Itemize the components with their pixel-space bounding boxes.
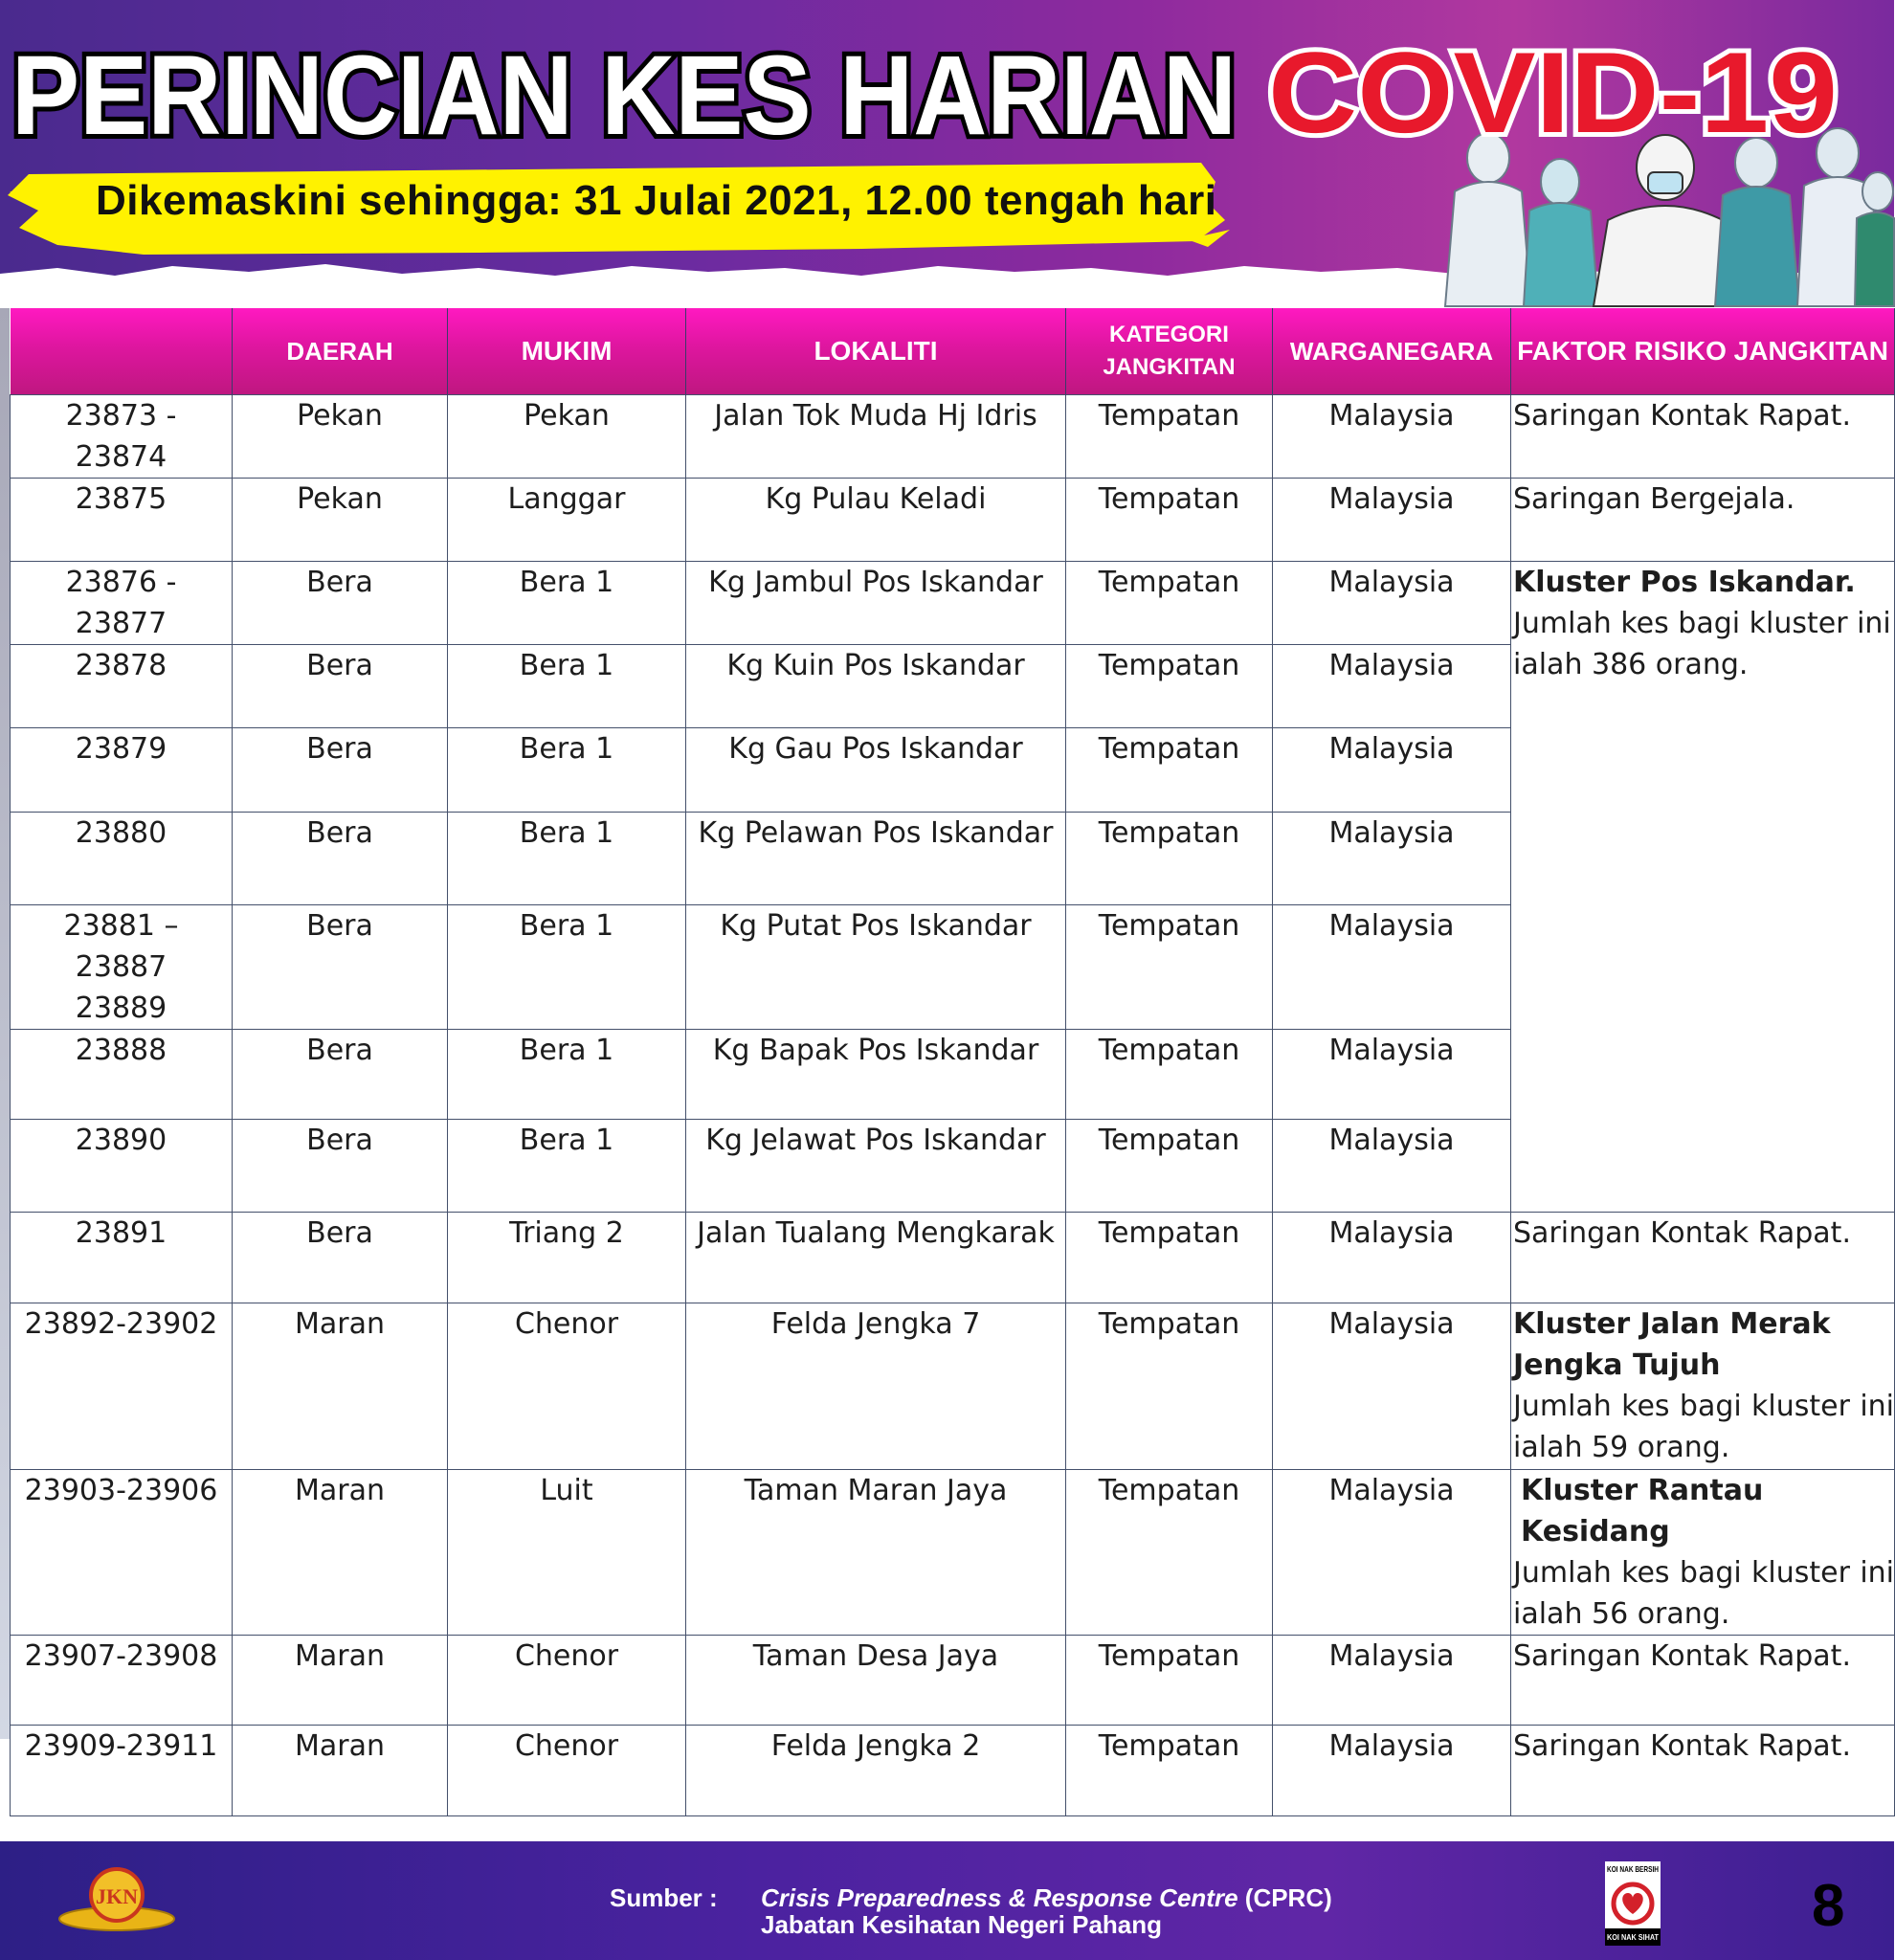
cell-kategori: Tempatan	[1066, 1726, 1273, 1816]
cell-risk: Saringan Kontak Rapat.	[1511, 1726, 1895, 1816]
col-warganegara: WARGANEGARA	[1273, 308, 1511, 395]
cell-lokaliti: Kg Jelawat Pos Iskandar	[686, 1120, 1066, 1213]
cell-mukim: Bera 1	[448, 728, 686, 813]
cell-daerah: Bera	[233, 562, 448, 645]
left-edge-strip	[0, 308, 10, 1739]
cell-kategori: Tempatan	[1066, 1470, 1273, 1636]
cell-mukim: Bera 1	[448, 562, 686, 645]
col-kategori: KATEGORI JANGKITAN	[1066, 308, 1273, 395]
cell-daerah: Bera	[233, 1030, 448, 1120]
title-main: PERINCIAN KES HARIAN	[11, 33, 1237, 159]
cell-mukim: Bera 1	[448, 645, 686, 728]
cell-daerah: Maran	[233, 1726, 448, 1816]
table-row	[11, 1726, 1895, 1816]
jkn-logo-text: JKN	[96, 1884, 138, 1908]
cell-daerah: Pekan	[233, 395, 448, 479]
table-row	[11, 479, 1895, 562]
cell-kes: 23907-23908	[11, 1636, 233, 1726]
cell-daerah: Bera	[233, 813, 448, 905]
cell-lokaliti: Kg Gau Pos Iskandar	[686, 728, 1066, 813]
cell-kategori: Tempatan	[1066, 905, 1273, 1030]
cell-warganegara: Malaysia	[1273, 905, 1511, 1030]
cell-kategori: Tempatan	[1066, 728, 1273, 813]
cell-kategori: Tempatan	[1066, 645, 1273, 728]
koi-logo-top: KOI NAK BERSIH	[1607, 1864, 1659, 1874]
cell-mukim: Bera 1	[448, 905, 686, 1030]
cell-kes: 23875	[11, 479, 233, 562]
koi-logo-bottom: KOI NAK SIHAT	[1607, 1932, 1660, 1942]
cell-kategori: Tempatan	[1066, 1303, 1273, 1470]
cell-daerah: Bera	[233, 1120, 448, 1213]
cell-risk: Saringan Kontak Rapat.	[1511, 1213, 1895, 1303]
cell-kes: 23903-23906	[11, 1470, 233, 1636]
cell-mukim: Luit	[448, 1470, 686, 1636]
cell-kategori: Tempatan	[1066, 813, 1273, 905]
cell-daerah: Bera	[233, 905, 448, 1030]
cell-risk: Saringan Kontak Rapat.	[1511, 1636, 1895, 1726]
cell-daerah: Bera	[233, 728, 448, 813]
cell-lokaliti: Kg Pulau Keladi	[686, 479, 1066, 562]
cell-warganegara: Malaysia	[1273, 562, 1511, 645]
cell-kes: 23888	[11, 1030, 233, 1120]
cell-kes: 23873 - 23874	[11, 395, 233, 479]
source-department: Jabatan Kesihatan Negeri Pahang	[761, 1910, 1163, 1939]
table-header-row	[11, 308, 1895, 395]
cell-risk: Saringan Kontak Rapat.	[1511, 395, 1895, 479]
cell-warganegara: Malaysia	[1273, 1636, 1511, 1726]
cell-kategori: Tempatan	[1066, 562, 1273, 645]
cell-lokaliti: Jalan Tok Muda Hj Idris	[686, 395, 1066, 479]
jkn-logo	[55, 1863, 179, 1935]
table-row	[11, 395, 1895, 479]
cell-risk-cluster	[1511, 562, 1895, 1213]
updated-date: Dikemaskini sehingga: 31 Julai 2021, 12.00 tengah hari	[96, 177, 1217, 224]
banner-title	[11, 21, 1284, 165]
col-faktor-risiko: FAKTOR RISIKO JANGKITAN	[1511, 308, 1895, 395]
cluster-total: Jumlah kes bagi kluster ini ialah 56 orang.	[1513, 1556, 1894, 1631]
source-label: Sumber :	[610, 1883, 718, 1912]
source-org-abbr: (CPRC)	[1244, 1883, 1332, 1912]
cell-daerah: Maran	[233, 1636, 448, 1726]
case-table	[10, 308, 1895, 1816]
cell-lokaliti: Taman Maran Jaya	[686, 1470, 1066, 1636]
cell-warganegara: Malaysia	[1273, 395, 1511, 479]
source-org	[761, 1883, 1332, 1913]
koi-nak-sihat-logo	[1605, 1861, 1661, 1946]
cell-kes: 23876 - 23877	[11, 562, 233, 645]
cell-warganegara: Malaysia	[1273, 1303, 1511, 1470]
table-row	[11, 562, 1895, 645]
cell-kategori: Tempatan	[1066, 1030, 1273, 1120]
cell-lokaliti: Kg Kuin Pos Iskandar	[686, 645, 1066, 728]
cell-mukim: Bera 1	[448, 1120, 686, 1213]
cell-daerah: Maran	[233, 1303, 448, 1470]
page-number: 8	[1812, 1873, 1845, 1939]
source-org-italic: Crisis Preparedness & Response Centre	[761, 1883, 1238, 1912]
cell-warganegara: Malaysia	[1273, 1120, 1511, 1213]
cell-kes: 23880	[11, 813, 233, 905]
cell-mukim: Chenor	[448, 1726, 686, 1816]
cell-risk: Saringan Bergejala.	[1511, 479, 1895, 562]
cell-kes: 23890	[11, 1120, 233, 1213]
cell-daerah: Bera	[233, 1213, 448, 1303]
cell-mukim: Chenor	[448, 1303, 686, 1470]
cell-lokaliti: Kg Bapak Pos Iskandar	[686, 1030, 1066, 1120]
cell-daerah: Maran	[233, 1470, 448, 1636]
table-row	[11, 1470, 1895, 1636]
title-covid-text: COVID-19	[1268, 29, 1838, 157]
cluster-name: Kluster Pos Iskandar.	[1513, 566, 1856, 599]
cluster-name: Kluster Jalan Merak Jengka Tujuh	[1513, 1307, 1831, 1382]
cell-mukim: Chenor	[448, 1636, 686, 1726]
cell-lokaliti: Kg Pelawan Pos Iskandar	[686, 813, 1066, 905]
cell-warganegara: Malaysia	[1273, 479, 1511, 562]
cell-mukim: Bera 1	[448, 813, 686, 905]
cell-lokaliti: Kg Putat Pos Iskandar	[686, 905, 1066, 1030]
cell-warganegara: Malaysia	[1273, 1726, 1511, 1816]
cell-lokaliti: Felda Jengka 7	[686, 1303, 1066, 1470]
cell-kes: 23879	[11, 728, 233, 813]
title-banner	[0, 0, 1894, 308]
cell-mukim: Triang 2	[448, 1213, 686, 1303]
cell-lokaliti: Felda Jengka 2	[686, 1726, 1066, 1816]
cell-lokaliti: Jalan Tualang Mengkarak	[686, 1213, 1066, 1303]
cell-daerah: Bera	[233, 645, 448, 728]
col-kes	[11, 308, 233, 395]
kes-extra: 23889	[75, 991, 167, 1025]
cell-warganegara: Malaysia	[1273, 1030, 1511, 1120]
title-covid	[1268, 27, 1842, 157]
cell-mukim: Pekan	[448, 395, 686, 479]
cell-mukim: Bera 1	[448, 1030, 686, 1120]
cell-warganegara: Malaysia	[1273, 1470, 1511, 1636]
cluster-total: Jumlah kes bagi kluster ini ialah 59 orang.	[1513, 1390, 1894, 1464]
kes-range: 23881 – 23887	[63, 909, 179, 984]
table-row	[11, 1636, 1895, 1726]
cell-kes: 23878	[11, 645, 233, 728]
col-mukim: MUKIM	[448, 308, 686, 395]
cell-lokaliti: Taman Desa Jaya	[686, 1636, 1066, 1726]
cluster-total: Jumlah kes bagi kluster ini ialah 386 orang.	[1513, 607, 1891, 681]
table-row	[11, 1303, 1895, 1470]
cell-warganegara: Malaysia	[1273, 813, 1511, 905]
cell-risk-cluster	[1511, 1303, 1895, 1470]
cell-risk-cluster	[1511, 1470, 1895, 1636]
cell-daerah: Pekan	[233, 479, 448, 562]
cell-kes: 23892-23902	[11, 1303, 233, 1470]
cell-warganegara: Malaysia	[1273, 645, 1511, 728]
cell-kategori: Tempatan	[1066, 395, 1273, 479]
col-lokaliti: LOKALITI	[686, 308, 1066, 395]
table-row	[11, 1213, 1895, 1303]
cell-kategori: Tempatan	[1066, 1213, 1273, 1303]
cell-lokaliti: Kg Jambul Pos Iskandar	[686, 562, 1066, 645]
cell-kategori: Tempatan	[1066, 1120, 1273, 1213]
cell-kes: 23891	[11, 1213, 233, 1303]
cell-kes	[11, 905, 233, 1030]
cell-kategori: Tempatan	[1066, 1636, 1273, 1726]
cluster-name: Kluster Rantau Kesidang	[1521, 1474, 1764, 1548]
col-daerah: DAERAH	[233, 308, 448, 395]
cell-warganegara: Malaysia	[1273, 1213, 1511, 1303]
cell-kategori: Tempatan	[1066, 479, 1273, 562]
cell-mukim: Langgar	[448, 479, 686, 562]
cell-kes: 23909-23911	[11, 1726, 233, 1816]
cell-warganegara: Malaysia	[1273, 728, 1511, 813]
